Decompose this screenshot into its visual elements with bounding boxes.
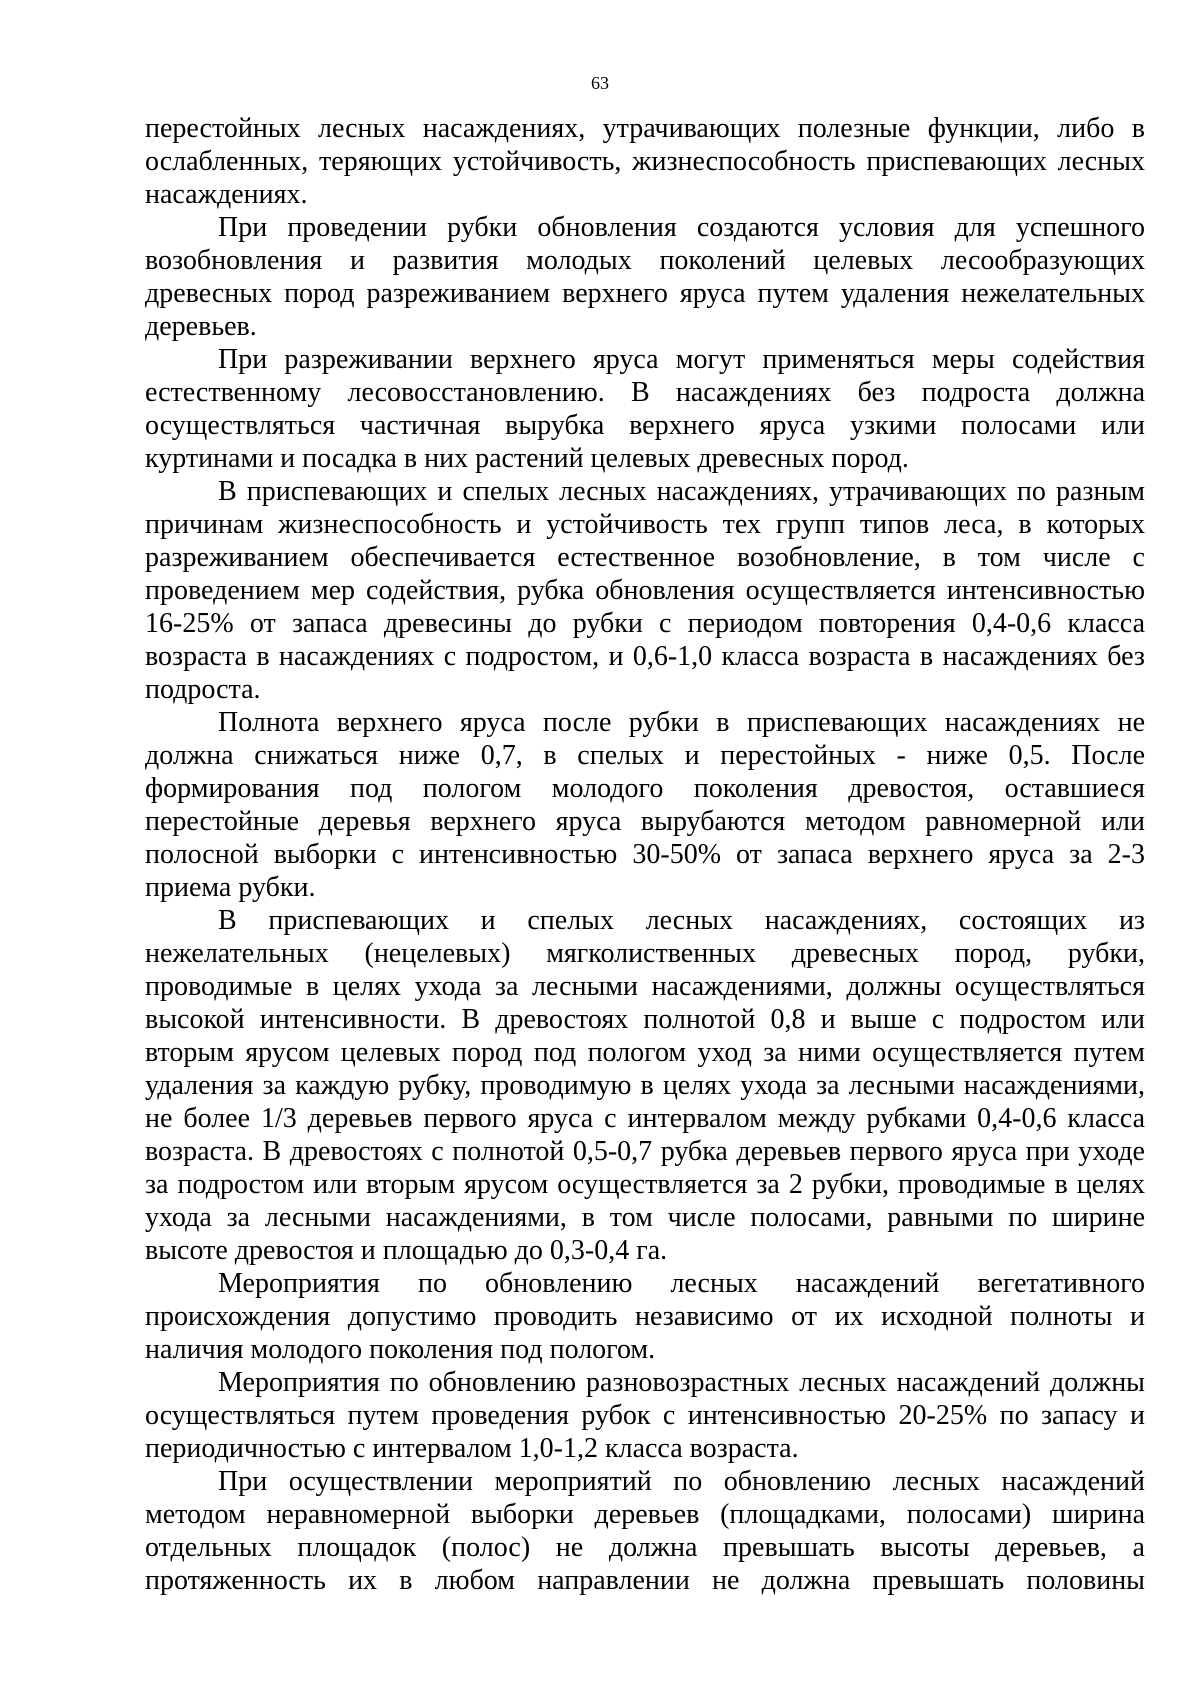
paragraph: Мероприятия по обновлению разновозрастных лесных насаждений должны осуществляться путем проведения рубок с интенсивностью 20-25% по запасу и периодичностью с интервалом 1,0-1,2 класса возраста. — [145, 1367, 1145, 1464]
body-text — [145, 112, 1145, 1597]
paragraph-continuation: перестойных лесных насаждениях, утрачивающих полезные функции, либо в ослабленных, теряющих устойчивость, жизнеспособность приспевающих лесных насаждениях. — [145, 113, 1145, 210]
paragraph: Полнота верхнего яруса после рубки в приспевающих насаждениях не должна снижаться ниже 0,7, в спелых и перестойных - ниже 0,5. После формирования под пологом молодого поколения древостоя, оставшиеся перестойные деревья верхнего яруса вырубаются методом равномерной или полосной выборки с интенсивностью 30-50% от запаса верхнего яруса за 2-3 приема рубки. — [145, 707, 1145, 903]
paragraph: В приспевающих и спелых лесных насаждениях, утрачивающих по разным причинам жизнеспособность и устойчивость тех групп типов леса, в которых разреживанием обеспечивается естественное возобновление, в том числе с проведением мер содействия, рубка обновления осуществляется интенсивностью 16-25% от запаса древесины до рубки с периодом повторения 0,4-0,6 класса возраста в насаждениях с подростом, и 0,6-1,0 класса возраста в насаждениях без подроста. — [145, 476, 1145, 705]
paragraph: При разреживании верхнего яруса могут применяться меры содействия естественному лесовосстановлению. В насаждениях без подроста должна осуществляться частичная вырубка верхнего яруса узкими полосами или куртинами и посадка в них растений целевых древесных пород. — [145, 344, 1145, 474]
paragraph-continues-next-page: При осуществлении мероприятий по обновлению лесных насаждений методом неравномерной выборки деревьев (площадками, полосами) ширина отдельных площадок (полос) не должна превышать высоты деревьев, а протяженность их в любом направлении не должна превышать половины — [145, 1466, 1145, 1596]
paragraph: В приспевающих и спелых лесных насаждениях, состоящих из нежелательных (нецелевых) мягколиственных древесных пород, рубки, проводимые в целях ухода за лесными насаждениями, должны осуществляться высокой интенсивности. В древостоях полнотой 0,8 и выше с подростом или вторым ярусом целевых пород под пологом уход за ними осуществляется путем удаления за каждую рубку, проводимую в целях ухода за лесными насаждениями, не более 1/3 деревьев первого яруса с интервалом между рубками 0,4-0,6 класса возраста. В древостоях с полнотой 0,5-0,7 рубка деревьев первого яруса при уходе за подростом или вторым ярусом осуществляется за 2 рубки, проводимые в целях ухода за лесными насаждениями, в том числе полосами, равными по ширине высоте древостоя и площадью до 0,3-0,4 га. — [145, 905, 1145, 1266]
paragraph: Мероприятия по обновлению лесных насаждений вегетативного происхождения допустимо проводить независимо от их исходной полноты и наличия молодого поколения под пологом. — [145, 1268, 1145, 1365]
page-number: 63 — [591, 73, 609, 93]
paragraph: При проведении рубки обновления создаются условия для успешного возобновления и развития молодых поколений целевых лесообразующих древесных пород разреживанием верхнего яруса путем удаления нежелательных деревьев. — [145, 212, 1145, 342]
